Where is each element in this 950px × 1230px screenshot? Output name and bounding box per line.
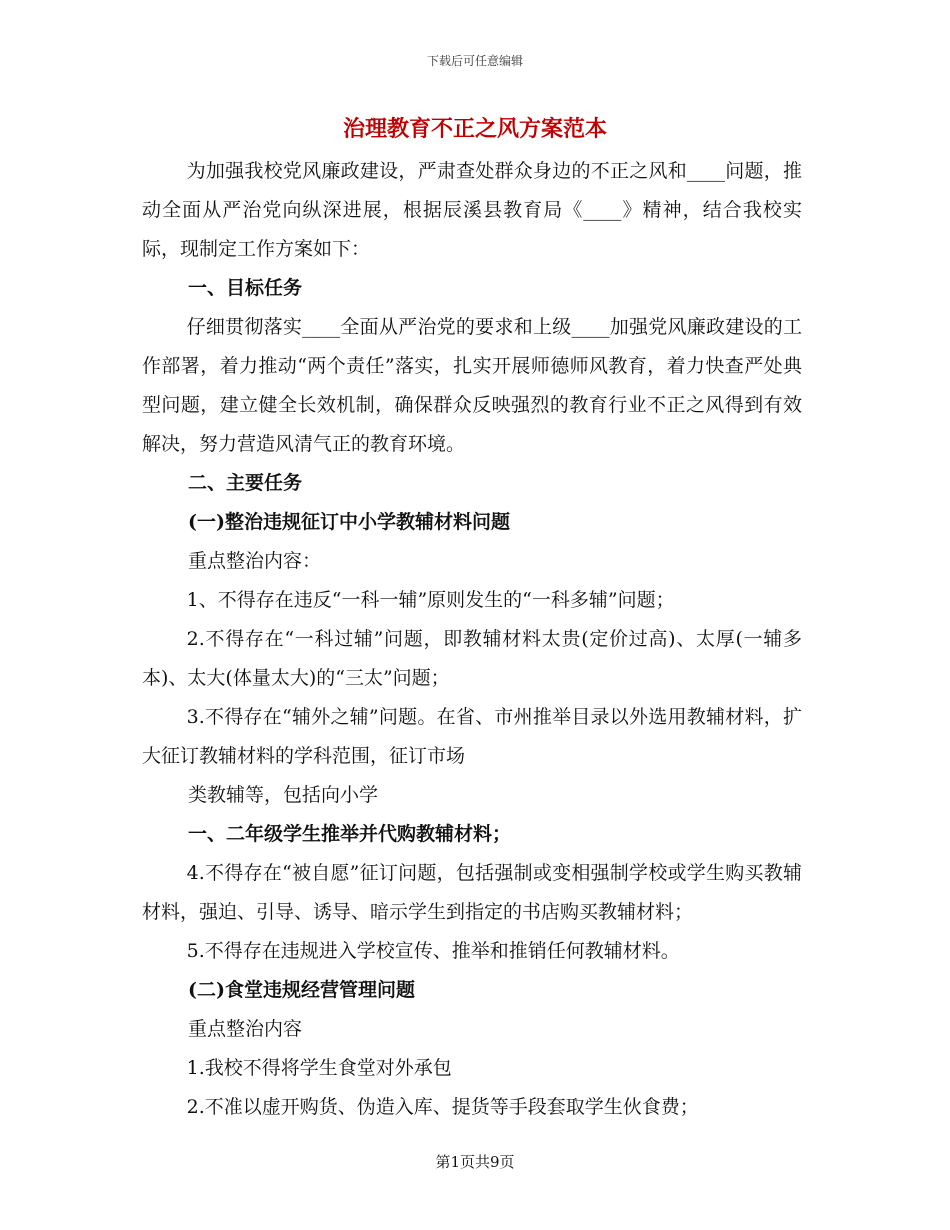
list-item: 3.不得存在“辅外之辅”问题。在省、市州推举目录以外选用教辅材料，扩大征订教辅材料的学科范围，征订市场 [142,706,802,767]
list-item-continuation: 类教辅等，包括向小学 [188,784,379,806]
page-number: 第1页共9页 [435,1153,515,1171]
list-item: 4.不得存在“被自愿”征订问题，包括强制或变相强制学校或学生购买教辅材料，强迫、引导、诱导、暗示学生到指定的书店购买教辅材料； [142,862,802,923]
bold-line: 一、二年级学生推举并代购教辅材料； [188,823,512,845]
list-item: 5.不得存在违规进入学校宣传、推举和推销任何教辅材料。 [186,940,680,962]
list-item: 2.不得存在“一科过辅”问题，即教辅材料太贵(定价过高)、太厚(一辅多本)、太大(体量太大)的“三太”问题； [142,628,802,689]
list-item: 1、不得存在违反“一科一辅”原则发生的“一科多辅”问题； [186,589,675,611]
subsection-heading-canteen: (二)食堂违规经营管理问题 [188,979,415,1001]
list-item: 1.我校不得将学生食堂对外承包 [186,1057,452,1079]
document-body [142,152,802,1127]
goals-paragraph: 仔细贯彻落实____全面从严治党的要求和上级____加强党风廉政建设的工作部署，着力推动“两个责任”落实，扎实开展师德师风教育，着力快查严处典型问题，建立健全长效机制，确保群众反映强烈的教育行业不正之风得到有效解决，努力营造风清气正的教育环境。 [142,316,802,455]
focus-content-label: 重点整治内容 [188,1018,303,1040]
document-title: 治理教育不正之风方案范本 [342,116,607,142]
section-heading-goals: 一、目标任务 [188,277,303,299]
page-header-note: 下载后可任意编辑 [426,54,523,68]
focus-content-label: 重点整治内容： [188,550,322,572]
subsection-heading-teaching-materials: (一)整治违规征订中小学教辅材料问题 [188,511,510,533]
list-item: 2.不准以虚开购货、伪造入库、提货等手段套取学生伙食费； [186,1096,699,1118]
section-heading-main-tasks: 二、主要任务 [188,472,303,494]
intro-paragraph: 为加强我校党风廉政建设，严肃查处群众身边的不正之风和____问题，推动全面从严治党向纵深进展，根据辰溪县教育局《____》精神，结合我校实际，现制定工作方案如下： [142,160,802,260]
